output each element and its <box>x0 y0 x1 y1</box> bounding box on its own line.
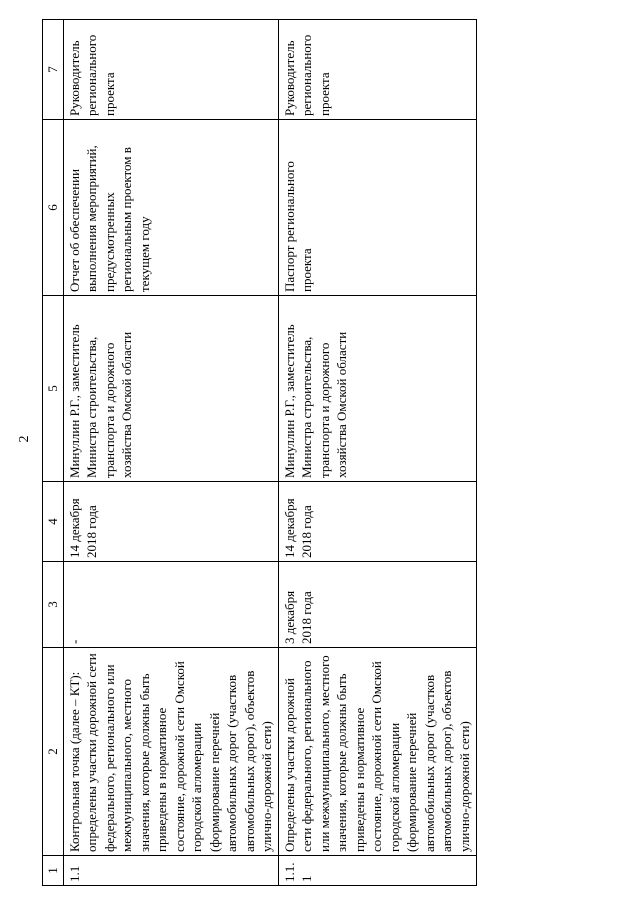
row-number: 1.1 <box>63 856 278 886</box>
row-number: 1.1.1 <box>278 856 476 886</box>
item-description: Определены участки дорожной сети федерального, регионального или межмуниципального, местного значения, которые должны быть приведены в нормативное состояние, дорожной сети Омской городской агломерации (формирование перечней автомобильных дорог (участков автомобильных дорог), объектов улично-дорожной сети) <box>278 648 476 856</box>
header-cell-7: 7 <box>43 20 64 120</box>
header-row <box>43 20 64 886</box>
control-level: Руководитель регионального проекта <box>63 20 278 120</box>
rotated-page <box>42 20 472 886</box>
table-row <box>278 20 476 886</box>
start-date: 3 декабря 2018 года <box>278 562 476 648</box>
header-cell-2: 2 <box>43 648 64 856</box>
end-date: 14 декабря 2018 года <box>278 482 476 562</box>
header-cell-3: 3 <box>43 562 64 648</box>
header-cell-1: 1 <box>43 856 64 886</box>
start-date: - <box>63 562 278 648</box>
end-date: 14 декабря 2018 года <box>63 482 278 562</box>
header-cell-5: 5 <box>43 296 64 482</box>
responsible-person: Минуллин Р.Г., заместитель Министра строительства, транспорта и дорожного хозяйства Омской области <box>278 296 476 482</box>
result-document: Отчет об обеспечении выполнения мероприятий, предусмотренных региональным проектом в текущем году <box>63 120 278 296</box>
header-cell-4: 4 <box>43 482 64 562</box>
page-number: 2 <box>17 435 32 443</box>
item-description: Контрольная точка (далее – КТ): определены участки дорожной сети федерального, регионального или межмуниципального, местного значения, которые должны быть приведены в нормативное состояние, дорожной сети Омской городской агломерации (формирование перечней автомобильных дорог (участков автомобильных дорог), объектов улично-дорожной сети) <box>63 648 278 856</box>
result-document: Паспорт регионального проекта <box>278 120 476 296</box>
header-cell-6: 6 <box>43 120 64 296</box>
page-number-container <box>10 424 40 454</box>
control-level: Руководитель регионального проекта <box>278 20 476 120</box>
responsible-person: Минуллин Р.Г., заместитель Министра строительства, транспорта и дорожного хозяйства Омской области <box>63 296 278 482</box>
activities-table <box>42 19 477 886</box>
table-row <box>63 20 278 886</box>
